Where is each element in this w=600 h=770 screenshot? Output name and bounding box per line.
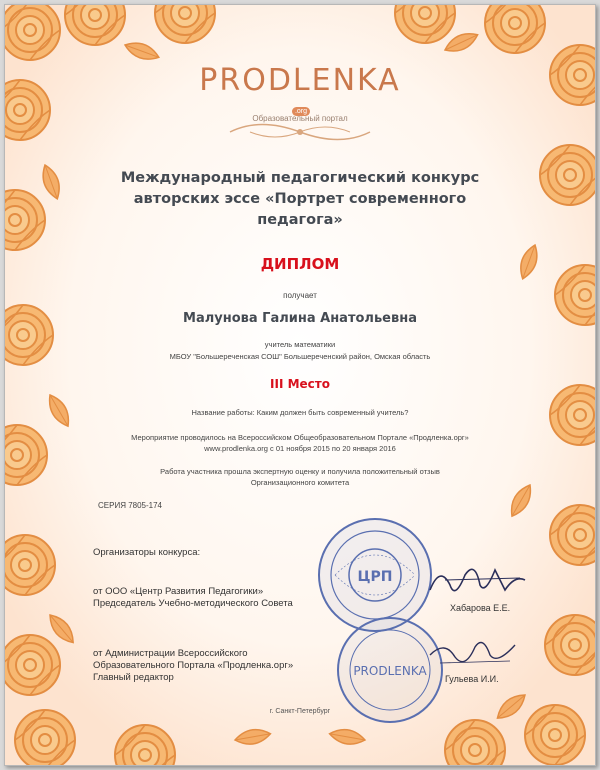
contest-title: [95, 168, 505, 231]
event-line: www.prodlenka.org с 01 ноября 2015 по 20 января 2016: [204, 444, 396, 453]
title-line: педагога»: [257, 212, 343, 228]
logo-wordmark: PRODLENKA: [199, 63, 401, 98]
logo-org-badge: .org: [292, 107, 310, 116]
title-line: авторских эссе «Портрет современного: [133, 191, 467, 207]
organizer-2-signer: Гульева И.И.: [445, 674, 499, 684]
organizer-1-signer: Хабарова Е.Е.: [450, 603, 511, 613]
organizer-1: [93, 586, 293, 610]
organizers-label: Организаторы конкурса:: [93, 547, 201, 558]
event-line: Мероприятие проводилось на Всероссийском Общеобразовательном Портале «Продленка.орг»: [131, 433, 469, 442]
review-line: Организационного комитета: [250, 478, 350, 487]
logo-subtitle: Образовательный портал: [252, 114, 348, 123]
stamp-center-text: ЦРП: [357, 569, 393, 585]
prodlenka-logo: [195, 63, 405, 123]
city-label: г. Санкт-Петербург: [269, 708, 331, 715]
work-title: Название работы: Каким должен быть современный учитель?: [191, 408, 409, 417]
recipient-position: учитель математики: [264, 340, 336, 349]
organizer-2: [93, 648, 293, 684]
event-info: [65, 432, 535, 454]
review-info: [65, 466, 535, 488]
stamp-center-text: PRODLENKA: [353, 664, 427, 678]
title-line: Международный педагогический конкурс: [120, 170, 480, 186]
series-number: СЕРИЯ 7805-174: [98, 501, 163, 510]
decorative-ornament: [220, 117, 380, 147]
organizer-1-line: от ООО «Центр Развития Педагогики»: [93, 586, 264, 597]
signature-khabarova: [425, 560, 535, 605]
award-place: III Место: [270, 377, 330, 391]
recipient-school: МБОУ "Большереченская СОШ" Большереченский район, Омская область: [169, 352, 431, 361]
signature-gulieva: [425, 635, 525, 675]
receives-label: получает: [283, 291, 317, 300]
diploma-heading: ДИПЛОМ: [260, 255, 340, 273]
organizer-2-line: Главный редактор: [93, 672, 174, 683]
diploma-page: [4, 4, 596, 766]
recipient-name: Малунова Галина Анатольевна: [183, 311, 417, 326]
review-line: Работа участника прошла экспертную оценку и получила положительный отзыв: [160, 467, 440, 476]
organizer-1-line: Председатель Учебно-методического Совета: [93, 598, 293, 609]
organizer-2-line: Образовательного Портала «Продленка.орг»: [93, 660, 294, 671]
organizer-2-line: от Администрации Всероссийского: [93, 648, 248, 659]
